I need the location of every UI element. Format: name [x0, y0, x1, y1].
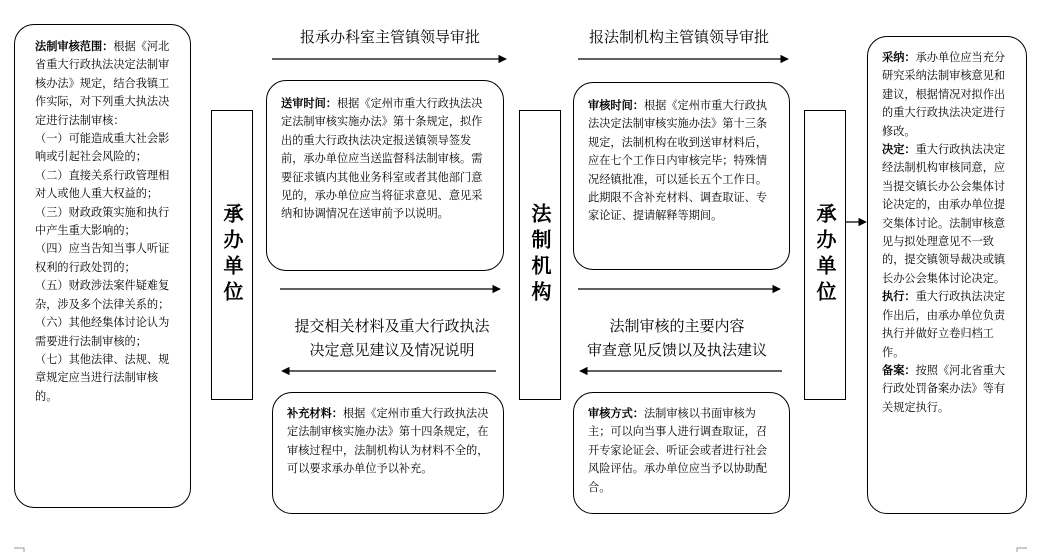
scope-box-body: 根据《河北省重大行政执法决定法制审核办法》规定，结合我镇工作实际，对下列重大执法决定进行法制审核： （一）可能造成重大社会影响或引起社会风险的； （二）直接关系行政管理相对人或他人重大权益的； （三）财政政策实施和执行中产生重大影响的； （四）应当告知当事人听证权利的行政处罚的； （五）财政涉法案件疑难复杂，涉及多个法律关系的； （六）其他经集体讨论认为需要进行法制审核的； （七）其他法律、法规、规章规定应当进行法制审核的。	[35, 40, 170, 403]
submit-time-box-title: 送审时间：	[281, 97, 337, 110]
corner-mark-left	[14, 548, 24, 552]
review-time-box-title: 审核时间：	[588, 99, 644, 112]
outcome-item-record-body: 按照《河北省重大行政处罚备案办法》等有关规定执行。	[882, 363, 1006, 414]
review-method-box-body: 法制审核以书面审核为主；可以向当事人进行调查取证，召开专家论证会、听证会或者进行社会风险评估。承办单位应当予以协助配合。	[588, 407, 768, 494]
supplement-box-title: 补充材料：	[287, 407, 343, 420]
review-method-box-title: 审核方式：	[588, 407, 644, 420]
unit-box-right-label: 承办单位	[813, 203, 837, 307]
outcome-item-decide-body: 重大行政执法决定经法制机构审核同意，应当提交镇长办公会集体讨论决定的，由承办单位提交集体讨论。法制审核意见与拟处理意见不一致的，提交镇领导裁决或镇长办公会集体讨论决定。	[882, 143, 1006, 285]
outcome-item-record-title: 备案：	[882, 363, 916, 377]
outcome-item-decide-title: 决定：	[882, 143, 916, 157]
flow-label-bottom-right: 法制审核的主要内容 审查意见反馈以及执法建议	[586, 317, 767, 359]
outcome-item-execute-body: 重大行政执法决定作出后，由承办单位负责执行并做好立卷归档工作。	[882, 290, 1006, 359]
submit-time-box-body: 根据《定州市重大行政执法决定法制审核实施办法》第十条规定，拟作出的重大行政执法决定报送镇领导签发前，承办单位应当送监督科法制审核。需要征求镇内其他业务科室或者其他部门意见的，承办单位应当将征求意见、意见采纳和协调情况在送审前予以说明。	[281, 97, 483, 221]
outcome-item-execute-title: 执行：	[882, 290, 916, 304]
flow-label-top-right: 报法制机构主管镇领导审批	[588, 28, 769, 46]
flow-label-top-left: 报承办科室主管镇领导审批	[299, 28, 480, 46]
flow-label-bottom-left: 提交相关材料及重大行政执法 决定意见建议及情况说明	[294, 317, 490, 359]
unit-box-left-label: 承办单位	[220, 203, 244, 307]
scope-box-title: 法制审核范围：	[35, 40, 114, 53]
outcome-item-adopt-title: 采纳：	[882, 51, 916, 64]
review-time-box-body: 根据《定州市重大行政执法决定法制审核实施办法》第十三条规定，法制机构在收到送审材料后，应在七个工作日内审核完毕；特殊情况经镇批准，可以延长五个工作日。此期限不含补充材料、调查取证、专家论证、提请解释等期间。	[588, 99, 768, 223]
outcome-item-adopt-body: 承办单位应当充分研究采纳法制审核意见和建议，根据情况对拟作出的重大行政执法决定进行修改。	[882, 51, 1006, 138]
unit-box-middle-label: 法制机构	[528, 203, 552, 307]
supplement-box-body: 根据《定州市重大行政执法决定法制审核实施办法》第十四条规定，在审核过程中，法制机构认为材料不全的，可以要求承办单位予以补充。	[287, 407, 489, 476]
corner-mark-right	[1017, 548, 1027, 552]
